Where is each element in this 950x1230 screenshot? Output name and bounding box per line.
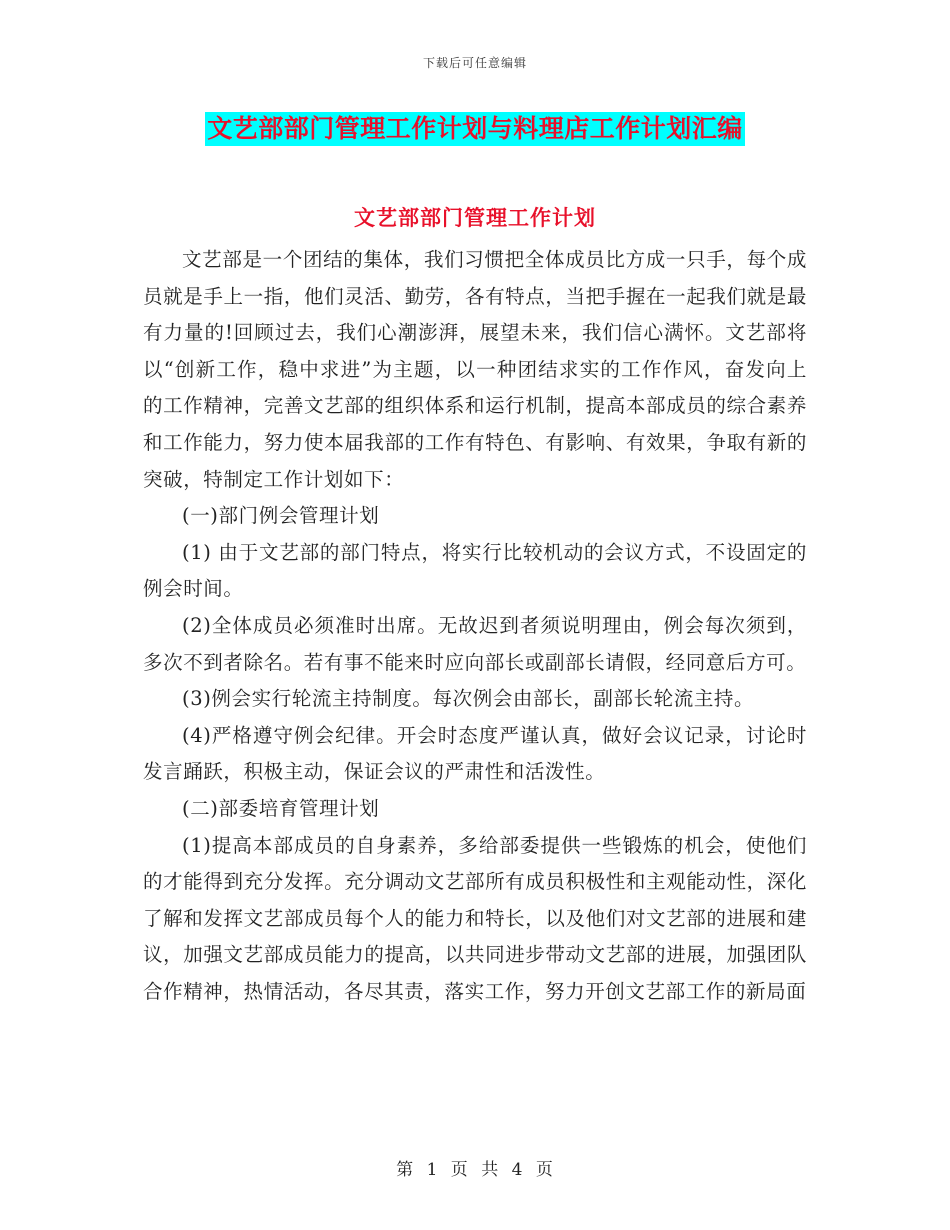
document-body: [143, 242, 807, 1010]
paragraph-intro: 文艺部是一个团结的集体，我们习惯把全体成员比方成一只手，每个成员就是手上一指，他们灵活、勤劳，各有特点，当把手握在一起我们就是最有力量的!回顾过去，我们心潮澎湃，展望未来，我们信心满怀。文艺部将以“创新工作，稳中求进”为主题，以一种团结求实的工作作风，奋发向上的工作精神，完善文艺部的组织体系和运行机制，提高本部成员的综合素养和工作能力，努力使本届我部的工作有特色、有影响、有效果，争取有新的突破，特制定工作计划如下：: [143, 248, 807, 491]
paragraph-training-1: (1)提高本部成员的自身素养，多给部委提供一些锻炼的机会，使他们的才能得到充分发挥。充分调动文艺部所有成员积极性和主观能动性，深化了解和发挥文艺部成员每个人的能力和特长，以及他们对文艺部的进展和建议，加强文艺部成员能力的提高，以共同进步带动文艺部的进展，加强团队合作精神，热情活动，各尽其责，落实工作，努力开创文艺部工作的新局面: [143, 833, 807, 1003]
header-note: 下载后可任意编辑: [422, 56, 527, 70]
paragraph-heading-meeting: (一)部门例会管理计划: [182, 504, 380, 528]
main-title: 文艺部部门管理工作计划与料理店工作计划汇编: [205, 112, 745, 146]
page-number-footer: 第 1 页 共 4 页: [396, 1160, 554, 1180]
paragraph-item-3: (3)例会实行轮流主持制度。每次例会由部长，副部长轮流主持。: [182, 687, 755, 711]
paragraph-item-2: (2)全体成员必须准时出席。无故迟到者须说明理由，例会每次须到，多次不到者除名。若有事不能来时应向部长或副部长请假，经同意后方可。: [143, 613, 807, 674]
main-title-container: [0, 112, 950, 146]
paragraph-heading-training: (二)部委培育管理计划: [182, 796, 380, 820]
paragraph-item-1: (1) 由于文艺部的部门特点，将实行比较机动的会议方式，不设固定的例会时间。: [143, 540, 807, 601]
paragraph-item-4: (4)严格遵守例会纪律。开会时态度严谨认真，做好会议记录，讨论时发言踊跃，积极主动，保证会议的严肃性和活泼性。: [143, 723, 807, 784]
section-title: 文艺部部门管理工作计划: [354, 206, 596, 230]
